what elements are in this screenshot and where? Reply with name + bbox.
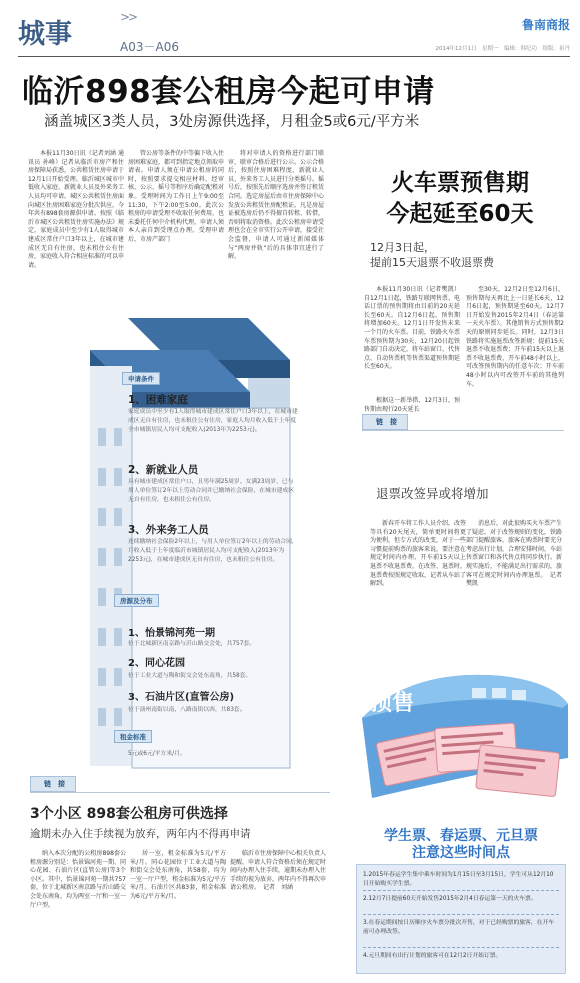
presale-label: 预售 [370,691,415,716]
main-subheadline: 涵盖城区3类人员，3处房源供选择，月租金5或6元/平方米 [44,114,420,130]
condition-text: 具有城市建成区常住户口，且男年满25周岁、女满23周岁，已与用人单位签订2年以上劳动合同并已缴纳社会保险，在城市建成区无自有住房，也未租住公有住房。 [128,479,295,503]
housing-heading: 3、石油片区(直管公房) [128,692,235,703]
train-subheadline [370,240,494,270]
article-paragraph: 消息后，对此很购买火车票产生了疑虑。对于改签规则的变化，铁路部门提醒旅客，旅客在购票时要充分考虑出行计划，合理安排时间，车站售票窗口和各代售点将同步执行。新规实施后，不能满足出行需求的，旅客可在规定时间内办理退票。 记者 樊凯 [466,520,569,588]
article-paragraph: 新春开车将工作人员介绍，改签等具有20天尾天，简单更时间将更为便利，但专方式的改变，对于一些习惯提前购票的旅客来说，要注意在规定时间内办理。开车前15天以上退票不收退票费，在改签、退票时，退票费按照规定收取，记者从车站了解到。 [370,520,467,588]
issue-meta: 2014年12月1日 星期一 编辑：韩纪功 组版：祖丹 [435,46,570,52]
sidebar-link-divider [362,430,564,431]
article-paragraph: 居一室，租金标准为5元/平方米/月。同心花园位于工业大道与陶和街交会处东南角，共58套，均为一室一厅户型，租金标准为5元/平方米/月。石油片区共83套，租金标准为6元/平方米/月。 [130,850,226,900]
notice-divider [363,914,559,915]
housing-text: 位于演州南街以南、八路南街以西，共83套。 [128,707,246,713]
main-article-column-1 [28,150,124,270]
tag-housing-sources: 房源及分布 [114,594,159,607]
article-paragraph: 纳入本次分配的公租房898套公租房源分别是：怡景锦河苑一期、同心花园、石油片区(直管公房)等3个小区。其中，怡景锦河苑一期共757套，位于北城新区南京路与沂山路交会处东南角，均为两室一厅和一室一厅户型。 [30,850,127,909]
train-ticket-illustration [352,648,570,823]
sidebar-link-label: 链 接 [376,418,397,426]
bottom-column-1 [30,850,126,910]
article-paragraph: 根据这一新举措，12月3日，预售期由现行20天延长 [364,397,460,413]
train-headline [354,168,566,230]
article-paragraph: 本报11月30日讯（记者樊凯）自12月1日起，铁路互联网售票、电话订票的预售期将由目前的20天延长至60天。自12月6日起，预售期将增加60天。12月1日开发售未来一个月的火车票。目前，铁路火车票车票预售期为30天，12月20日起铁路部门自动决定，将车站窗口、代售点、自动售票机等售票渠道预售期延长至60天。 [364,286,461,371]
bottom-headline: 3个小区 898套公租房可供选择 [30,806,228,822]
train-subheadline-line: 12月3日起， [370,241,435,254]
refund-headline: 退票改签异或将增加 [376,486,489,501]
condition-heading: 1、困难家庭 [128,394,188,406]
housing-heading: 2、同心花园 [128,658,185,669]
condition-heading: 3、外来务工人员 [128,524,209,536]
article-paragraph: 本报11月30日讯（记者刘涵 通讯员 孙峰）记者从临沂市房产和住房保障局获悉，公共租赁住房申请于12月1日开始受理。临沂城区城市中低收入家庭、新就业人员及外来务工人员均可申请。城区公共租赁住房面向城区住房困难家庭分批次供应，今年共有898套房源供申请。按照《临沂市城区公共租赁住房实施办法》规定，家庭成员中至少有1人取得城市建成区常住户口3年以上，在城市建成区无自有住房，也未租住公有住房，家庭收入符合相应标准的可以申请。 [28,150,125,269]
notice-headline-line: 学生票、春运票、元旦票 [384,828,538,844]
train-article-column-1 [364,286,460,372]
train-article-continuation [364,397,460,414]
article-paragraph: 将对申请人的资格进行部门联审，联审合格后进行公示。公示合格后，按照住房困难程度、新就业人员、外来务工人员进行分类摇号。摇号后，按照先后顺序选房并签订租赁合同。选定房屋后由市住房保障中心发放公共租赁住房配租证。凡是房屋证被选房后仍不得擅自转租、转借，否则将取消资格。此次公租房申请受理也会在全市实行公开申请，接受社会监督，申请人可通过新闻媒体与“两房并轨”后的具体事宜进行了解。 [228,150,325,261]
bottom-column-3 [230,850,326,893]
condition-heading: 2、新就业人员 [128,464,199,476]
housing-text: 位于工业大道与陶和街交会处东南角，共58套。 [128,673,252,679]
notice-item: 4.元旦期间有出行计划的旅客可在12月2日开始订票。 [363,953,502,959]
tag-conditions: 申请条件 [122,372,160,385]
article-paragraph: 至30天，12月2日至12月6日，预售期每天再比上一日延长6天，12月6日起，预售期延至60天。12月7日开始发售2015年2月4日（春运第一天火车票）。其他销售方式预售期2天的原则同步延长。同时，12月3日铁路将实施退票改签新规：提前15天退票不收退票费；开车前15天以上退票不收退票费，开车前48小时以上，可改签预售期内的任意车次；开车前48小时以内可改签开车前的其他列车。 [466,286,564,388]
main-article-column-3 [228,150,324,262]
article-paragraph: 管公房等条件的中等偏下收入住房困难家庭，都可到指定地点领取申请表。申请人须在申请公租房的同时，按照要求提交相应材料，经审核、公示、摇号等程序后确定配租对象。受理时间为工作日上午9:00至11:30，下午2:00至5:00。此次公租房的申请受理不收取任何费用，也未委托任何中介机构代理，申请人须本人亲自到受理点办理。受理申请后，市房产部门 [128,150,225,243]
housing-heading: 1、怡景锦河苑一期 [128,628,215,639]
tag-rent-standard: 租金标准 [114,730,152,743]
bottom-subheadline: 逾期未办入住手续视为放弃，两年内不得再申请 [30,828,251,840]
main-headline: 临沂898套公租房今起可申请 [22,74,435,110]
notice-item: 3.在春运期间按日历顺序火车票分批次开售，对于已经购票的旅客，在开车前可办理改签。 [363,920,555,935]
sidebar-link-label: 链 接 [44,780,65,788]
train-subheadline-line: 提前15天退票不收退票费 [370,256,494,269]
refund-column-1 [370,520,466,589]
notice-headline-line: 注意这些时间点 [412,845,510,861]
notice-box [356,864,566,974]
train-headline-line: 今起延至60天 [386,201,534,227]
bottom-column-2 [130,850,226,902]
housing-text: 位于北城新区南京路与沂山路交会处，共757套。 [128,641,256,647]
notice-divider [363,947,559,948]
notice-divider [363,890,559,891]
notice-headline [352,828,570,862]
train-article-column-2 [466,286,564,389]
section-arrows-icon: >> [120,10,137,24]
page-range: A03－A06 [120,40,179,54]
header-divider [18,56,570,57]
refund-column-2 [466,520,569,589]
notice-item: 1.2015年春运学生集中乘车时间为1月15日至3月15日，学生可从12月10日开始购买学生票。 [363,872,554,887]
main-article-column-2 [128,150,224,245]
rent-text: 5元或6元/平方米/月。 [128,751,186,757]
sidebar-link-divider [30,792,330,793]
newspaper-name: 鲁南商报 [521,18,570,32]
section-title: 城事 [18,19,72,50]
notice-item: 2.12月7日提前60天开始发售2015年2月4日春运第一天的火车票。 [363,896,537,902]
train-headline-line: 火车票预售期 [391,170,529,196]
article-paragraph: 临沂市住房保障中心相关负责人提醒，申请人符合资格后须在规定时间内办理入住手续，逾期未办理入住手续的视为放弃，两年内不得再次申请公租房。 记者 刘涵 [230,850,327,892]
condition-text: 连续缴纳社会保险2年以上，与用人单位签订2年以上的劳动合同，月收入低于上年度临沂市城镇居民人均可支配收入(2013年为2253元)，在城市建成区无自有住房，也未租住公有住房。 [128,539,298,563]
condition-text: 家庭成员中至少有1人取得城市建成区常住户口3年以上，在城市建成区无自有住房，也未租住公有住房，家庭人均月收入低于上年度全市城镇居民人均可支配收入(2013年为2253元)。 [128,409,298,433]
